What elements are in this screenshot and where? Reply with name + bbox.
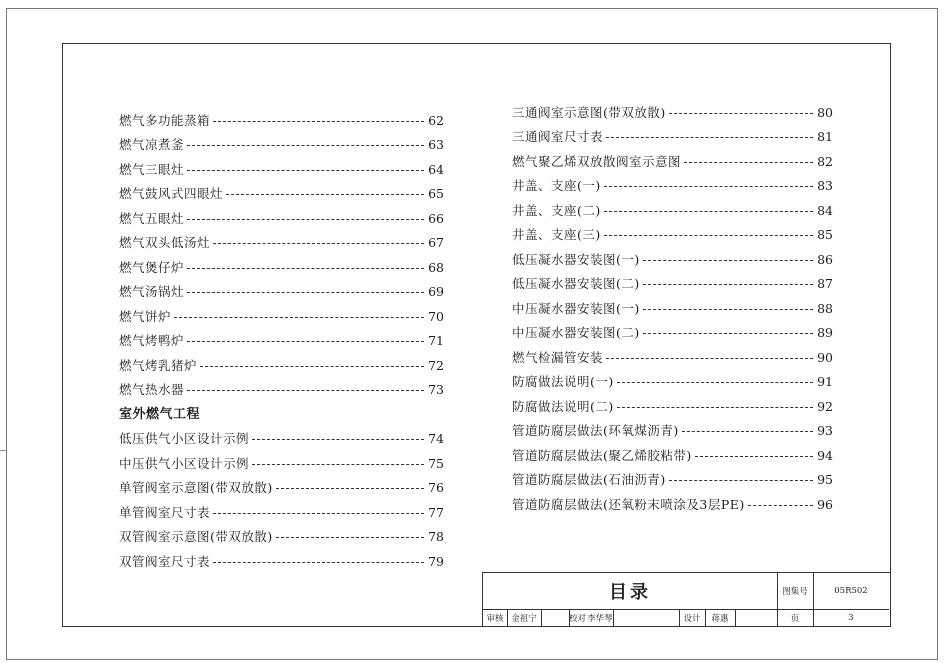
toc-entry-title: 燃气烤鸭炉 xyxy=(119,333,185,348)
designer-name: 蒋惠 xyxy=(711,613,729,624)
toc-entry xyxy=(512,340,833,365)
leader-dashes xyxy=(213,243,424,244)
toc-entry-title: 燃气煲仔炉 xyxy=(119,259,185,275)
toc-entry-title: 低压供气小区设计示例 xyxy=(119,431,250,446)
toc-entry-page: 65 xyxy=(428,186,444,201)
toc-entry-page: 67 xyxy=(428,235,444,250)
leader-dashes xyxy=(604,211,813,212)
toc-entry-page: 89 xyxy=(817,325,833,340)
toc-entry-title: 低压凝水器安装图(一) xyxy=(512,251,640,267)
leader-dashes xyxy=(187,170,424,171)
leader-dashes xyxy=(200,366,424,367)
toc-entry xyxy=(512,487,833,512)
toc-entry xyxy=(119,495,444,520)
toc-entry xyxy=(119,544,444,569)
toc-entry xyxy=(119,152,444,177)
toc-entry xyxy=(512,95,833,120)
toc-entry xyxy=(512,389,833,414)
toc-entry xyxy=(119,446,444,471)
toc-entry-title: 双管阀室尺寸表 xyxy=(119,553,211,569)
check-label: 校对 xyxy=(569,613,587,624)
leader-dashes xyxy=(213,121,424,122)
toc-entry-page: 95 xyxy=(817,472,833,487)
toc-entry xyxy=(119,422,444,447)
leader-dashes xyxy=(252,439,424,440)
toc-entry-title: 中压凝水器安装图(一) xyxy=(512,300,640,316)
toc-entry-title: 井盖、支座(一) xyxy=(512,178,601,193)
toc-entry-page: 96 xyxy=(817,496,833,512)
atlas-number-label: 图集号 xyxy=(782,587,808,597)
toc-entry-title: 燃气多功能蒸箱 xyxy=(119,112,211,128)
toc-entry-title: 管道防腐层做法(还氧粉末喷涂及3层PE) xyxy=(512,496,745,512)
toc-entry-title: 燃气凉煮釜 xyxy=(119,137,185,152)
toc-entry-title: 三通阀室示意图(带双放散) xyxy=(512,104,666,120)
toc-entry xyxy=(512,414,833,439)
toc-entry-title: 低压凝水器安装图(二) xyxy=(512,276,640,291)
title-block-divider xyxy=(735,609,736,626)
leader-dashes xyxy=(252,464,424,465)
toc-entry xyxy=(512,316,833,341)
toc-entry-page: 90 xyxy=(817,349,833,365)
toc-entry-page: 82 xyxy=(817,153,833,169)
toc-entry-page: 87 xyxy=(817,276,833,291)
toc-entry-title: 管道防腐层做法(聚乙烯胶粘带) xyxy=(512,447,692,463)
toc-entry-title: 三通阀室尺寸表 xyxy=(512,129,604,144)
toc-entry xyxy=(512,291,833,316)
review-label: 审核 xyxy=(486,613,504,624)
leader-dashes xyxy=(643,284,813,285)
toc-entry xyxy=(119,520,444,545)
toc-entry-title: 井盖、支座(二) xyxy=(512,202,601,218)
toc-entry-page: 79 xyxy=(428,553,444,569)
toc-entry xyxy=(512,218,833,243)
leader-dashes xyxy=(276,488,424,489)
leader-dashes xyxy=(187,268,424,269)
toc-entry-page: 63 xyxy=(428,137,444,152)
toc-section-heading xyxy=(119,397,444,422)
toc-entry xyxy=(119,177,444,202)
leader-dashes xyxy=(643,260,813,261)
leader-dashes xyxy=(187,292,424,293)
toc-entry xyxy=(512,267,833,292)
toc-right-column xyxy=(512,95,833,512)
toc-entry xyxy=(119,348,444,373)
toc-entry-title: 防腐做法说明(二) xyxy=(512,398,614,414)
toc-entry-title: 单管阀室尺寸表 xyxy=(119,504,211,520)
toc-entry-page: 74 xyxy=(428,431,444,446)
title-block-divider xyxy=(541,609,542,626)
toc-entry-title: 燃气饼炉 xyxy=(119,308,172,324)
leader-dashes xyxy=(187,145,424,146)
toc-entry xyxy=(512,463,833,488)
toc-entry-page: 86 xyxy=(817,251,833,267)
toc-entry-page: 84 xyxy=(817,202,833,218)
toc-entry-title: 燃气聚乙烯双放散阀室示意图 xyxy=(512,153,682,169)
toc-entry xyxy=(512,193,833,218)
toc-entry-page: 78 xyxy=(428,529,444,544)
toc-entry-title: 中压供气小区设计示例 xyxy=(119,455,250,471)
toc-entry-title: 燃气烤乳猪炉 xyxy=(119,357,198,373)
toc-entry xyxy=(119,275,444,300)
toc-entry xyxy=(119,250,444,275)
toc-entry xyxy=(119,201,444,226)
toc-entry xyxy=(512,144,833,169)
toc-entry xyxy=(119,128,444,153)
toc-entry-page: 75 xyxy=(428,455,444,471)
toc-entry-title: 双管阀室示意图(带双放散) xyxy=(119,529,273,544)
leader-dashes xyxy=(695,456,813,457)
toc-entry-title: 燃气鼓风式四眼灶 xyxy=(119,186,224,201)
leader-dashes xyxy=(669,480,813,481)
toc-entry-title: 井盖、支座(三) xyxy=(512,227,601,242)
leader-dashes xyxy=(606,137,813,138)
leader-dashes xyxy=(276,537,424,538)
toc-entry xyxy=(512,438,833,463)
toc-entry-title: 燃气双头低汤灶 xyxy=(119,235,211,250)
toc-entry-title: 管道防腐层做法(石油沥青) xyxy=(512,472,666,487)
toc-entry-page: 69 xyxy=(428,284,444,299)
leader-dashes xyxy=(604,186,813,187)
toc-entry-title: 管道防腐层做法(环氧煤沥青) xyxy=(512,423,679,438)
edge-mark xyxy=(0,450,6,451)
page-number: 3 xyxy=(848,612,854,623)
toc-entry-page: 92 xyxy=(817,398,833,414)
page-label: 页 xyxy=(790,613,800,624)
design-label: 设计 xyxy=(683,613,701,624)
toc-entry-page: 70 xyxy=(428,308,444,324)
toc-entry xyxy=(512,242,833,267)
leader-dashes xyxy=(213,562,424,563)
leader-dashes xyxy=(174,317,424,318)
toc-entry-title: 燃气五眼灶 xyxy=(119,210,185,226)
checker-name: 李华琴 xyxy=(587,613,613,624)
toc-entry-title: 单管阀室示意图(带双放散) xyxy=(119,480,273,495)
toc-left-column xyxy=(119,103,444,569)
toc-entry-page: 66 xyxy=(428,210,444,226)
leader-dashes xyxy=(604,235,813,236)
leader-dashes xyxy=(684,162,813,163)
toc-entry-page: 71 xyxy=(428,333,444,348)
toc-entry-page: 76 xyxy=(428,480,444,495)
toc-entry-title: 燃气热水器 xyxy=(119,382,185,397)
leader-dashes xyxy=(187,219,424,220)
leader-dashes xyxy=(682,431,813,432)
toc-entry xyxy=(119,471,444,496)
leader-dashes xyxy=(606,358,813,359)
toc-entry-page: 64 xyxy=(428,161,444,177)
toc-entry-title: 防腐做法说明(一) xyxy=(512,374,614,389)
toc-entry-page: 83 xyxy=(817,178,833,193)
toc-entry-page: 62 xyxy=(428,112,444,128)
toc-entry-page: 68 xyxy=(428,259,444,275)
leader-dashes xyxy=(643,309,813,310)
leader-dashes xyxy=(669,113,813,114)
toc-entry xyxy=(512,169,833,194)
toc-entry xyxy=(512,365,833,390)
toc-entry xyxy=(119,299,444,324)
toc-entry xyxy=(512,120,833,145)
toc-entry-page: 93 xyxy=(817,423,833,438)
toc-entry-page: 81 xyxy=(817,129,833,144)
toc-entry-title: 中压凝水器安装图(二) xyxy=(512,325,640,340)
toc-entry-title: 燃气三眼灶 xyxy=(119,161,185,177)
toc-entry-page: 77 xyxy=(428,504,444,520)
toc-entry-title: 燃气检漏管安装 xyxy=(512,349,604,365)
toc-entry-page: 73 xyxy=(428,382,444,397)
leader-dashes xyxy=(617,382,813,383)
leader-dashes xyxy=(617,407,813,408)
toc-entry-title: 燃气汤锅灶 xyxy=(119,284,185,299)
toc-entry xyxy=(119,373,444,398)
drawing-title: 目录 xyxy=(609,582,651,603)
toc-entry-page: 91 xyxy=(817,374,833,389)
toc-entry-page: 72 xyxy=(428,357,444,373)
atlas-number: 05R502 xyxy=(834,586,868,596)
toc-entry-page: 94 xyxy=(817,447,833,463)
reviewer-name: 金祖宁 xyxy=(511,613,537,624)
leader-dashes xyxy=(187,341,424,342)
toc-entry xyxy=(119,103,444,128)
leader-dashes xyxy=(213,513,424,514)
toc-entry-page: 80 xyxy=(817,104,833,120)
toc-entry xyxy=(119,324,444,349)
title-block xyxy=(482,572,891,627)
leader-dashes xyxy=(226,194,424,195)
toc-entry xyxy=(119,226,444,251)
toc-entry-page: 88 xyxy=(817,300,833,316)
leader-dashes xyxy=(187,390,424,391)
leader-dashes xyxy=(748,505,813,506)
toc-entry-page: 85 xyxy=(817,227,833,242)
toc-entry-title: 室外燃气工程 xyxy=(119,406,201,422)
leader-dashes xyxy=(643,333,813,334)
